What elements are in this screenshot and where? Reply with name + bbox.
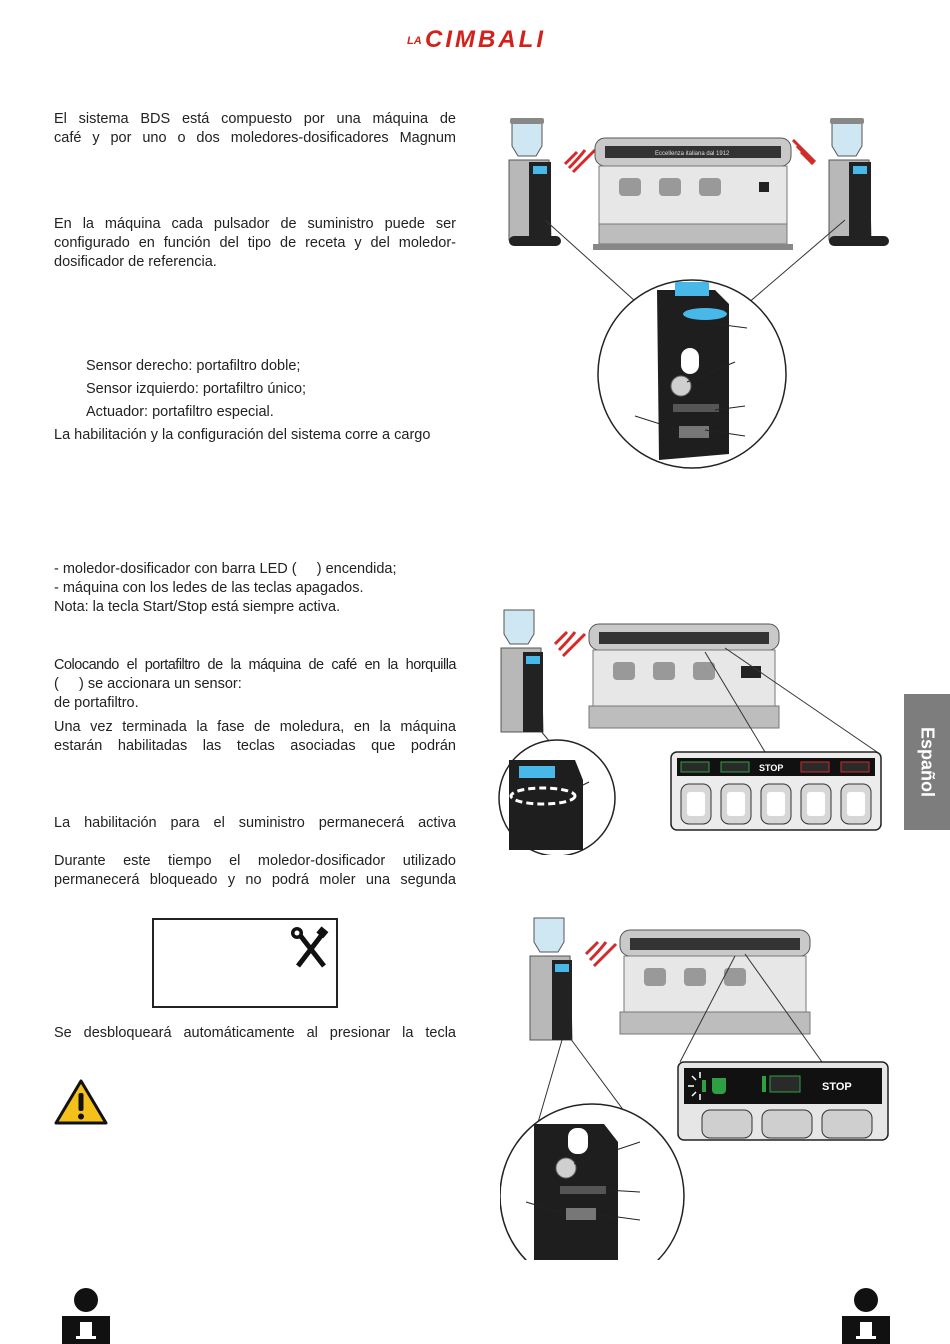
- block-line-2: permanecerá bloqueado y no podrá moler una segunda: [54, 872, 456, 888]
- fork-line-1: Colocando el portafiltro de la máquina de café en la horquilla: [54, 657, 456, 673]
- block-line-1: Durante este tiempo el moledor-dosificador utilizado: [54, 853, 456, 869]
- figure-led-keys: [495, 600, 885, 855]
- warning-icon: [53, 1078, 109, 1126]
- grind-line-1: Una vez terminada la fase de moledura, en la máquina: [54, 719, 456, 735]
- language-tab[interactable]: [904, 694, 950, 830]
- wireless-icon: [793, 140, 815, 164]
- grinder-right: [829, 118, 889, 246]
- language-tab-label: Español: [917, 726, 938, 798]
- state-machine: - máquina con los ledes de las teclas apagados.: [54, 580, 364, 596]
- grind-line-2: estarán habilitadas las teclas asociadas que podrán: [54, 738, 456, 754]
- state-grinder: - moledor-dosificador con barra LED ( ) encendida;: [54, 561, 397, 577]
- fork-line-2: ( ) se accionara un sensor:: [54, 676, 242, 692]
- config-line-1: En la máquina cada pulsador de suministro puede ser: [54, 216, 456, 232]
- grinder: [501, 610, 543, 732]
- wireless-icon: [586, 942, 616, 966]
- key-panel: [671, 752, 881, 830]
- tools-display-box: [152, 918, 338, 1008]
- note-startstop: Nota: la tecla Start/Stop está siempre activa.: [54, 599, 341, 615]
- config-line-3: dosificador de referencia.: [54, 254, 217, 270]
- intro-line-2: café y por uno o dos moledores-dosificadores Magnum: [54, 130, 456, 146]
- actuator-item: Actuador: portafiltro especial.: [86, 404, 274, 420]
- machine-banner: Eccellenza italiana dal 1912: [655, 151, 730, 157]
- barista-icon: [54, 1286, 118, 1344]
- wireless-icon: [555, 632, 585, 656]
- config-line-2: configurado en función del tipo de receta y del moledor-: [54, 235, 456, 251]
- svg-text:CIMBALI: CIMBALI: [425, 26, 543, 52]
- fork-line-3: de portafiltro.: [54, 695, 139, 711]
- key-panel: [678, 1062, 888, 1140]
- enable-line: La habilitación y la configuración del sistema corre a cargo: [54, 427, 431, 443]
- unlock-line: Se desbloqueará automáticamente al presionar la tecla: [54, 1025, 456, 1041]
- led-bar-detail: [499, 740, 615, 855]
- espresso-machine: [593, 138, 793, 250]
- wireless-icon: [565, 150, 595, 172]
- svg-text:LA: LA: [407, 35, 422, 47]
- zoom-detail: [500, 1104, 684, 1260]
- stop-label: STOP: [759, 763, 784, 773]
- espresso-machine: [589, 624, 779, 728]
- espresso-machine: [620, 930, 810, 1034]
- tools-icon: [290, 926, 330, 970]
- sensor-right-item: Sensor derecho: portafiltro doble;: [86, 358, 301, 374]
- grinder: [530, 918, 572, 1040]
- intro-line-1: El sistema BDS está compuesto por una máquina de: [54, 111, 456, 127]
- barista-icon: [834, 1286, 898, 1344]
- enable-active-line: La habilitación para el suministro permanecerá activa: [54, 815, 456, 831]
- zoom-detail: [598, 280, 786, 468]
- lacimbali-logo: [405, 22, 545, 52]
- figure-unlock: [500, 910, 892, 1260]
- figure-system-overview: [495, 110, 895, 470]
- sensor-left-item: Sensor izquierdo: portafiltro único;: [86, 381, 307, 397]
- stop-label: STOP: [822, 1081, 852, 1093]
